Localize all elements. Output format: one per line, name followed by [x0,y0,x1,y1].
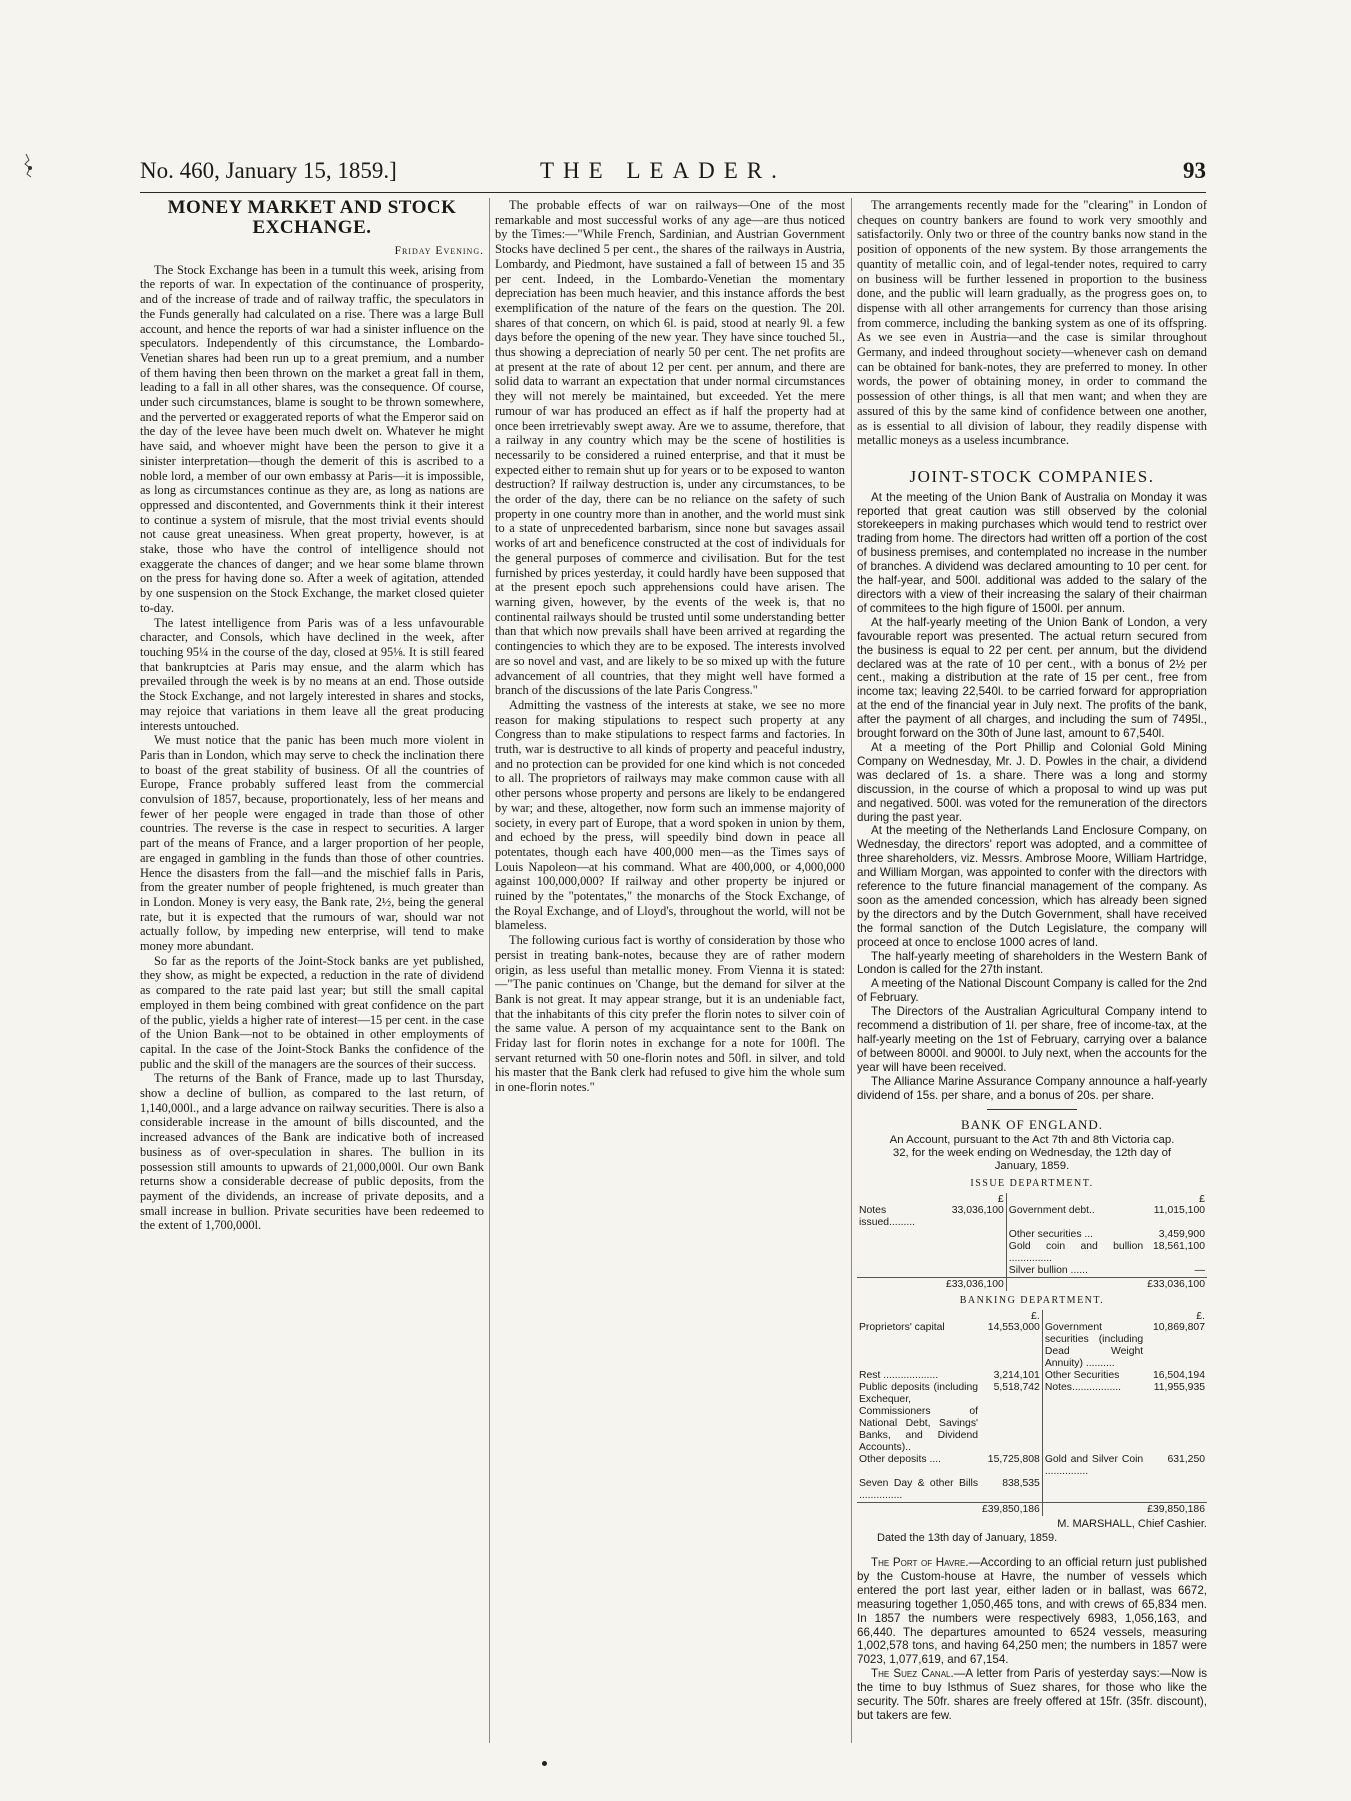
table-row: Silver bullion ...... — [857,1265,1207,1278]
paragraph: The half-yearly meeting of shareholders in the Western Bank of London is called for the 27th instant. [857,949,1207,977]
paragraph: The Alliance Marine Assurance Company announce a half-yearly dividend of 15s. per share, and a bonus of 20s. per share. [857,1074,1207,1102]
issue-number: No. 460, January 15, 1859.] [140,158,397,183]
masthead-title: THE LEADER. [540,158,786,183]
table-row: Notes issued......... 33,036,100 Government debt.. 11,015,100 [859,1204,1205,1228]
table-row: Other deposits .... 15,725,808 Gold and Silver Coin ............... 631,250 [859,1453,1205,1477]
ink-speck [542,1761,547,1766]
boe-subtitle: An Account, pursuant to the Act 7th and 8th Victoria cap. 32, for the week ending on Wednesday, the 12th day of January, 1859. [889,1134,1175,1173]
currency-symbol: £ [1199,1192,1205,1205]
account-date: Dated the 13th day of January, 1859. [877,1532,1058,1545]
news-items [857,1556,1207,1723]
banking-department-table [857,1310,1207,1516]
paragraph: At the meeting of the Union Bank of Australia on Monday it was reported that great caution was still observed by the colonial storekeepers in making purchases which would tend to restrict over trading from home. The directors had written off a portion of the cost of business premises, and contemplated no increase in the number of branches. A dividend was declared amounting to 10 per cent. for the half-year, and 500l. additional was added to the salary of the directors with a view of their increasing the salary of their chairman of commitees to the high figure of 1500l. per annum. [857,490,1207,615]
paragraph: We must notice that the panic has been much more violent in Paris than in London, which may serve to check the inclination there to boast of the great stability of business. Of all the countries of Europe, France probably suffered least from the commercial convulsion of 1857, because, proportionately, less of her means and fewer of her people were engaged in trade than those of other countries. The reverse is the case in respect to securities. A larger part of the means of France, and a larger proportion of her people, are engaged in gambling in the funds than those of other countries. Hence the disasters from the fall—and the mischief falls in Paris, from the greater number of people frightened, is much greater than in London. Money is very easy, the Bank rate, 2½, being the general rate, but it is expected that the rumours of war, should war not actually follow, by impeding new enterprise, will tend to make money more abundant. [140,733,484,954]
paragraph: The returns of the Bank of France, made up to last Thursday, show a decline of bullion, as compared to the last return, of 1,140,000l., and a large advance on railway securities. There is also a considerable increase in the amount of bills discounted, and the increased advances of the Bank are indicative both of increased business as of over-speculation in shares. The bullion in its possession still amounts to upwards of 21,000,000l. Our own Bank returns show a considerable decrease of public deposits, from the payment of the dividends, an increase of private deposits, and a small increase in bullion. Private securities have been redeemed to the extent of 1,700,000l. [140,1071,484,1233]
suez-canal-item: The Suez Canal.—A letter from Paris of yesterday says:—Now is the time to buy Isthmus of Suez shares, for those who like the security. The 50fr. shares are freely offered at 15fr. (35fr. discount), but takers are few. [857,1667,1207,1723]
table-row: Public deposits (including Exchequer, Commissioners of National Debt, Savings' Banks, and Dividend Accounts).. 5,518,742 Notes................. 11,955,935 [859,1381,1205,1453]
paragraph: The latest intelligence from Paris was of a less unfavourable character, and Consols, which have declined in the week, after touching 95¼ in the course of the day, closed at 95⅛. It is still feared that bankruptcies at Paris may ensue, and the alarm which has prevailed through the week is by no means at an end. Those outside the Stock Exchange, and not largely interested in shares and stocks, may rejoice that variations in them leave all the great producing interests untouched. [140,615,484,733]
paragraph: So far as the reports of the Joint-Stock banks are yet published, they show, as might be expected, a reduction in the rate of dividend as compared to the rate paid last year; but still the small capital employed in them being combined with great confidence on the part of the public, yields a higher rate of interest—15 per cent. in the case of the Union Bank—not to be obtained in other employments of capital. In the case of the Joint-Stock Banks the confidence of the public and the skill of the managers are the sources of their success. [140,953,484,1071]
money-market-body [140,263,484,1233]
money-market-title: MONEY MARKET AND STOCK EXCHANGE. [167,198,457,238]
paragraph: At the half-yearly meeting of the Union Bank of London, a very favourable report was presented. The actual return secured from the business is equal to 22 per cent. per annum, but the dividend declared was at the rate of 10 per cent., with a bonus of 2½ per cent., making a distribution at the rate of 15 per cent., free from income tax; leaving 22,540l. to be carried forward for appropriation at the end of the financial year in July next. The profits of the bank, after the payment of all charges, and including the sum of 7495l., brought forward on the 30th of June last, amount to 67,540l. [857,615,1207,741]
runin-heading: The Port of Havre. [871,1556,969,1570]
issue-department-heading: ISSUE DEPARTMENT. [970,1178,1094,1190]
dateline: Friday Evening. [394,245,484,257]
table-row: Rest ................... 3,214,101 Other Securities 16,504,194 [859,1369,1205,1381]
page-header [140,156,1206,193]
currency-symbol: £ [997,1192,1004,1205]
currency-symbol: £. [1196,1309,1205,1322]
port-of-havre-item: The Port of Havre.—According to an official return just published by the Custom-house at Havre, the number of vessels which entered the port last year, either laden or in ballast, was 6672, measuring together 1,050,465 tons, and with crews of 65,834 men. In 1857 the numbers were respectively 6983, 1,056,163, and 66,440. The departures amounted to 6524 vessels, measuring 1,002,578 tons, and having 64,250 men; the numbers in 1857 were 7023, 1,077,619, and 67,154. [857,1556,1207,1667]
table-row: Other securities ... 3,459,900 [857,1229,1207,1241]
joint-stock-body [857,491,1207,1103]
runin-heading: The Suez Canal. [871,1667,954,1681]
table-row: Seven Day & other Bills ............... 838,535 [857,1478,1207,1503]
table-row: Proprietors' capital 14,553,000 Government securities (including Dead Weight Annuity) .......... 10,869,807 [859,1321,1205,1369]
page-number: 93 [1183,158,1206,183]
paragraph: The following curious fact is worthy of consideration by those who persist in treating bank-notes, because they are of rather modern origin, as less useful than metallic money. From Vienna it is stated:—"The panic continues on 'Change, but the demand for silver at the Bank is not great. It may appear strange, but it is an undeniable fact, that the inhabitants of this city prefer the florin notes to silver coin of the same value. A person of my acquaintance sent to the Bank on Friday last for florin notes in exchange for a note for 100fl. The servant returned with 50 one-florin notes and 50fl. in silver, and told his master that the Bank clerk had refused to give him the whole sum in one-florin notes." [495,933,845,1095]
joint-stock-title: JOINT-STOCK COMPANIES. [909,466,1155,486]
paragraph: At the meeting of the Netherlands Land Enclosure Company, on Wednesday, the directors' report was adopted, and a committee of three shareholders, viz. Messrs. Ambrose Moore, William Hartridge, and William Morgan, was appointed to confer with the directors with reference to the future financial management of the company. As soon as the amended concession, which has already been signed by the directors and by the Dutch Government, shall have received the formal sanction of the Dutch Legislature, the company will proceed at once to enclose 1000 acres of land. [857,824,1207,949]
margin-marks [16,150,40,190]
paragraph: A meeting of the National Discount Company is called for the 2nd of February. [857,977,1207,1005]
paragraph: The probable effects of war on railways—One of the most remarkable and most successful works of any age—are thus noticed by the Times:—"While French, Sardinian, and Austrian Government Stocks have declined 5 per cent., the shares of the railways in Austria, Lombardy, and Piedmont, have sustained a fall of between 15 and 35 per cent. Indeed, in the Lombardo-Venetian the momentary depreciation has been much heavier, and this instance affords the best exemplification of the nature of the fears on the question. The 20l. shares of that concern, on which 6l. is paid, stood at nearly 9l. a few days before the opening of the new year. They have since touched 5l., thus showing a depreciation of nearly 50 per cent. The net profits are at present at the rate of about 12 per cent. per annum, and there are solid data to warrant an expectation that under normal circumstances they will not merely be maintained, but exceeded. Yet the mere rumour of war has produced an effect as if half the property had at once been irretrievably swept away. Are we to assume, therefore, that a railway in any country which may be the scene of hostilities is necessarily to be considered a ruined enterprise, and that it must be expected either to remain shut up for years or to be exposed to wanton destruction? If railway destruction is, under any circumstances, to be the order of the day, there can be no reliance on the safety of such property in one country more than in another, and the world must sink to a state of unprecedented barbarism, since none but savages assail works of art and beneficence constructed at the cost of individuals for the general purposes of commerce and civilisation. But for the test furnished by prices yesterday, it could hardly have been supposed that at the present epoch such apprehensions could have arisen. The warning given, however, by the events of the week is, that no continental railways should be trusted until some understanding better than that which now prevails shall have been arrived at regarding the contingencies to which they are to be exposed. The interests involved are so novel and vast, and are likely to be so mixed up with the future advancement of all countries, that they might well have formed a branch of the discussions of the late Paris Congress." [495,198,845,698]
banking-department-heading: BANKING DEPARTMENT. [959,1294,1105,1306]
column-rule [851,198,852,1743]
column-two [495,198,845,1743]
section-divider [987,1109,1077,1110]
bank-of-england-account [857,1118,1207,1547]
paragraph: The Stock Exchange has been in a tumult this week, arising from the reports of war. In expectation of the continuance of prosperity, and of the increase of trade and of railway traffic, the speculators in the Funds generally had calculated on a rise. There was a large Bull account, and hence the reports of war had a sinister influence on the speculators. Independently of this circumstance, the Lombardo-Venetian shares had been run up to a great premium, and a number of them having then been thrown on the market a great fall in them, leading to a fall in all other shares, was the consequence. Of course, under such circumstances, blame is sought to be thrown somewhere, and the perverted or exaggerated reports of what the Emperor said on the day of the levee have been much dwelt on. Whatever he might have said, and whoever might have been the person to give it a sinister interpretation—though the demerit of this is ascribed to a noble lord, a member of our own embassy at Paris—it is impossible, as long as circumstances continue as they are, as long as nations are oppressed and discontented, and Governments think it their interest to continue a system of misrule, that the most trivial events should not cause great uneasiness. When great property, however, is at stake, those who have the control of intelligence should not exaggerate the chances of danger; and we hear some blame thrown on the press for having done so. After a week of agitation, attended by one suspension on the Stock Exchange, the market closed quieter to-day. [140,262,484,615]
table-row: Gold coin and bullion ............... 18,561,100 [857,1241,1207,1265]
cashier-signature: M. MARSHALL, Chief Cashier. [1057,1517,1207,1530]
paragraph: Admitting the vastness of the interests at stake, we see no more reason for making stipulations to respect such property at any Congress than to make stipulations to respect farms and factories. In truth, war is destructive to all kinds of property and peaceful industry, and no protection can be provided for one kind which is not conceded to all. The proprietors of railways may make common cause with all other persons whose property and persons are likely to be endangered by war; and these, altogether, now form such an immense majority of society, in every part of Europe, that a word spoken in union by them, and echoed by the press, will speedily bind down in peace all potentates, though each have 400,000 men—as the Times says of Louis Napoleon—at his command. What are 400,000, or 4,000,000 against 100,000,000? If railway and other property be injured or ruined by the "potentates," the monarchs of the Stock Exchange, of the Royal Exchange, and of Lloyd's, throughout the world, will not be blameless. [495,697,845,933]
paragraph: The arrangements recently made for the "clearing" in London of cheques on country bankers are found to work very smoothly and satisfactorily. Only two or three of the country banks now stand in the position of opponents of the new system. By those arrangements the quantity of metallic coin, and of legal-tender notes, required to carry on business will be further lessened in proportion to the business done, and the public will learn gradually, as the progress goes on, to dispense with all other arrangements for currency than those arising from commerce, including the banking system as one of its offspring. As we see even in Austria—and the case is similar throughout Germany, and indeed throughout society—whenever cash on demand can be obtained for bank-notes, they are preferred to money. In other words, the power of obtaining money, in order to command the possession of other things, is all that men want; and when they are assured of this by the same kind of confidence between one another, as is essential to all division of labour, they readily dispense with metallic moneys as a useless incumbrance. [857,198,1207,448]
table-total-row: £39,850,186 £39,850,186 [857,1502,1207,1516]
issue-department-table [857,1193,1207,1291]
boe-title: BANK OF ENGLAND. [960,1116,1104,1132]
table-total-row: £33,036,100 £33,036,100 [857,1277,1207,1291]
margin-mark-glyph [16,150,40,190]
paragraph: The Directors of the Australian Agricultural Company intend to recommend a distribution of 1l. per share, free of income-tax, at the half-yearly meeting on the 1st of February, carrying over a balance of between 8000l. and 9000l. to July next, when the accounts for the year will have been received. [857,1005,1207,1074]
column-rule [489,198,490,1743]
column-one [140,198,484,1743]
currency-symbol: £. [1031,1309,1040,1322]
paragraph: At a meeting of the Port Phillip and Colonial Gold Mining Company on Wednesday, Mr. J. D. Powles in the chair, a dividend was declared of 1s. a share. There was a long and stormy discussion, in the course of which a proposal to wind up was put and negatived. 500l. was voted for the remuneration of the directors during the past year. [857,740,1207,824]
column-three [857,198,1207,1743]
